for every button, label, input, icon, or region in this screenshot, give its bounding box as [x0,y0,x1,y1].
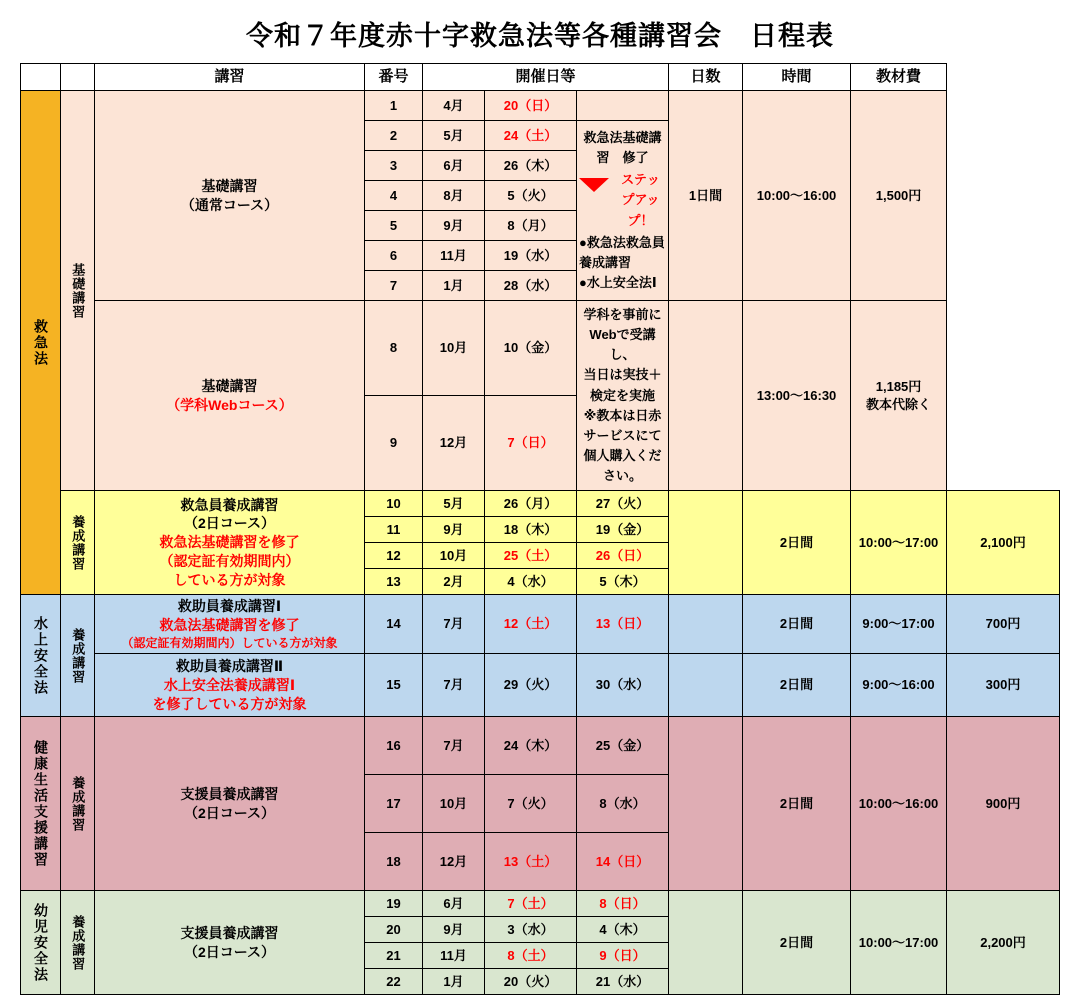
note-web-2: 当日は実技＋検定を実施 [583,367,662,403]
row-number: 21 [365,943,423,969]
course-kyukyuin-yosei [95,491,365,595]
row-number: 14 [365,595,423,654]
time-kiso-normal: 10:00〜16:00 [743,91,851,301]
subcategory-kiso-label: 基礎講習 [70,262,86,319]
row-month: 7月 [423,595,485,654]
course-line: （通常コース） [180,196,279,213]
course-line: 支援員養成講習 [180,785,279,802]
header-number: 番号 [365,64,423,91]
row-month: 11月 [423,241,485,271]
course-kiso-web [95,301,365,491]
row-date-2: 27（火） [577,491,669,517]
category-suijo [21,595,61,717]
row-date-2 [577,91,669,121]
course-kiso-normal [95,91,365,301]
course-line: 救助員養成講習Ⅰ [177,598,282,615]
row-date-2: 8（水） [577,775,669,833]
row-month: 9月 [423,917,485,943]
course-line: 基礎講習 [201,177,258,194]
fee-note: 教本代除く [866,396,932,412]
stepup-label: ステップアップ！ [621,172,660,228]
header-days: 日数 [669,64,743,91]
row-number: 4 [365,181,423,211]
time-kyujoin-1: 9:00〜17:00 [851,595,947,654]
time-shienin-youji: 10:00〜17:00 [851,891,947,995]
subcategory-yosei-label: 養成講習 [70,514,86,571]
course-line: （2日コース） [183,943,276,960]
time-kyukyuin-yosei: 10:00〜17:00 [851,491,947,595]
course-line: （認定証有効期間内）している方が対象 [121,636,338,651]
course-line: している方が対象 [173,572,286,589]
row-date-1: 18（木） [485,517,577,543]
row-number: 22 [365,969,423,995]
days-kiso-web [669,301,743,491]
days-kyujoin-1: 2日間 [743,595,851,654]
row-month: 5月 [423,491,485,517]
course-kyujoin-1 [95,595,365,654]
course-line: を修了している方が対象 [152,695,307,712]
row-month: 4月 [423,91,485,121]
row-date-1: 4（水） [485,569,577,595]
header-date: 開催日等 [423,64,669,91]
note-next-2: ●水上安全法Ⅰ [579,274,657,290]
note-web-1: 学科を事前にWebで受講し、 [583,307,662,363]
row-date-2: 5（木） [577,569,669,595]
row-number: 5 [365,211,423,241]
days-kiso-normal: 1日間 [669,91,743,301]
fee-kiso-web [851,301,947,491]
row-date-2: 13（日） [577,595,669,654]
schedule-table [20,63,1060,995]
subcategory-yosei-kenko [61,717,95,891]
row-date-1: 20（日） [485,91,577,121]
course-line: 水上安全法養成講習Ⅰ [163,676,296,693]
row-month: 10月 [423,301,485,396]
row-number: 7 [365,271,423,301]
date-note-blank [669,891,743,995]
row-date-2: 8（日） [577,891,669,917]
course-line: （学科Webコース） [166,396,293,413]
subcategory-yosei-suijo [61,595,95,717]
category-suijo-label: 水上安全法 [32,615,49,696]
course-line: 救急法基礎講習を修了 [159,534,300,551]
stepup-arrow-wrap [579,170,666,230]
course-kyujoin-2 [95,654,365,717]
row-number: 9 [365,396,423,491]
date-note-blank [669,595,743,654]
row-number: 3 [365,151,423,181]
row-date-1: 5（火） [485,181,577,211]
row-date-1: 10（金） [485,301,577,396]
row-date-1: 24（木） [485,717,577,775]
fee-shienin-kenko: 900円 [947,717,1060,891]
table-row [21,91,1060,121]
row-number: 13 [365,569,423,595]
time-kyujoin-2: 9:00〜16:00 [851,654,947,717]
header-material-fee: 教材費 [851,64,947,91]
days-kyujoin-2: 2日間 [743,654,851,717]
row-date-1: 20（火） [485,969,577,995]
row-month: 1月 [423,969,485,995]
row-number: 17 [365,775,423,833]
row-month: 7月 [423,654,485,717]
row-number: 19 [365,891,423,917]
date-note-blank [669,654,743,717]
row-date-1: 26（月） [485,491,577,517]
course-shienin-youji [95,891,365,995]
category-youji [21,891,61,995]
row-month: 6月 [423,151,485,181]
row-date-2: 19（金） [577,517,669,543]
category-kyukyuho-label: 救急法 [32,318,49,367]
row-number: 8 [365,301,423,396]
row-date-2: 4（木） [577,917,669,943]
row-number: 6 [365,241,423,271]
table-row [21,891,1060,917]
table-row [21,301,1060,396]
fee-amount: 1,185円 [875,379,922,395]
fee-kyujoin-1: 700円 [947,595,1060,654]
course-line: 救急員養成講習 [180,496,279,513]
row-month: 11月 [423,943,485,969]
course-line: （2日コース） [183,515,276,532]
table-row [21,654,1060,717]
row-date-1: 7（日） [485,396,577,491]
row-date-2: 26（日） [577,543,669,569]
row-number: 15 [365,654,423,717]
row-date-1: 7（土） [485,891,577,917]
row-number: 16 [365,717,423,775]
row-date-2: 25（金） [577,717,669,775]
row-date-1: 29（火） [485,654,577,717]
row-month: 6月 [423,891,485,917]
row-number: 18 [365,833,423,891]
row-date-2: 30（水） [577,654,669,717]
row-date-1: 8（土） [485,943,577,969]
fee-kyujoin-2: 300円 [947,654,1060,717]
row-number: 11 [365,517,423,543]
course-line: 支援員養成講習 [180,924,279,941]
subcategory-yosei-label: 養成講習 [70,627,86,684]
subcategory-yosei-youji [61,891,95,995]
table-header-row [21,64,1060,91]
row-date-1: 12（土） [485,595,577,654]
row-month: 2月 [423,569,485,595]
fee-shienin-youji: 2,200円 [947,891,1060,995]
fee-kiso-normal: 1,500円 [851,91,947,301]
table-row [21,717,1060,775]
course-line: 救急法基礎講習を修了 [159,617,300,634]
row-number: 20 [365,917,423,943]
stepup-note-cell [577,121,669,301]
header-time: 時間 [743,64,851,91]
row-month: 8月 [423,181,485,211]
category-kenko-label: 健康生活支援講習 [32,739,49,868]
row-number: 10 [365,491,423,517]
row-month: 7月 [423,717,485,775]
days-kyukyuin-yosei: 2日間 [743,491,851,595]
category-kenko [21,717,61,891]
days-shienin-youji: 2日間 [743,891,851,995]
note-web-4: 個人購入ください。 [583,447,662,484]
down-arrow-icon [579,190,609,210]
row-month: 12月 [423,833,485,891]
row-month: 10月 [423,775,485,833]
row-number: 1 [365,91,423,121]
category-kyukyuho [21,91,61,595]
row-date-2: 9（日） [577,943,669,969]
row-date-1: 26（木） [485,151,577,181]
subcategory-yosei-kyukyu [61,491,95,595]
category-youji-label: 幼児安全法 [32,902,49,983]
course-line: 救助員養成講習Ⅱ [175,657,284,674]
header-category [21,64,61,91]
course-line: 基礎講習 [201,377,258,394]
row-date-1: 28（水） [485,271,577,301]
row-date-1: 13（土） [485,833,577,891]
row-number: 12 [365,543,423,569]
header-course: 講習 [95,64,365,91]
subcategory-yosei-label: 養成講習 [70,914,86,971]
row-month: 12月 [423,396,485,491]
row-date-1: 25（土） [485,543,577,569]
fee-kyukyuin-yosei: 2,100円 [947,491,1060,595]
page-title: 令和７年度赤十字救急法等各種講習会 日程表 [246,21,834,51]
row-date-1: 24（土） [485,121,577,151]
row-date-1: 3（水） [485,917,577,943]
date-note-blank [669,491,743,595]
row-date-1: 7（火） [485,775,577,833]
table-row [21,491,1060,517]
days-shienin-kenko: 2日間 [743,717,851,891]
course-shienin-kenko [95,717,365,891]
header-subcategory [61,64,95,91]
course-line: （2日コース） [183,804,276,821]
row-date-1: 8（月） [485,211,577,241]
time-kiso-web: 13:00〜16:30 [743,301,851,491]
row-date-2: 21（水） [577,969,669,995]
row-number: 2 [365,121,423,151]
web-note-cell [577,301,669,491]
subcategory-kiso [61,91,95,491]
table-row [21,595,1060,654]
note-web-3: ※教本は日赤サービスにて [583,407,662,443]
note-kiso-done: 救急法基礎講習 修了 [583,129,662,166]
row-month: 5月 [423,121,485,151]
row-month: 1月 [423,271,485,301]
row-month: 9月 [423,517,485,543]
row-date-1: 19（水） [485,241,577,271]
row-month: 9月 [423,211,485,241]
subcategory-yosei-label: 養成講習 [70,775,86,832]
time-shienin-kenko: 10:00〜16:00 [851,717,947,891]
row-month: 10月 [423,543,485,569]
note-next-1: ●救急法救急員養成講習 [579,234,665,270]
course-line: （認定証有効期間内） [159,553,300,570]
row-date-2: 14（日） [577,833,669,891]
date-note-blank [669,717,743,891]
